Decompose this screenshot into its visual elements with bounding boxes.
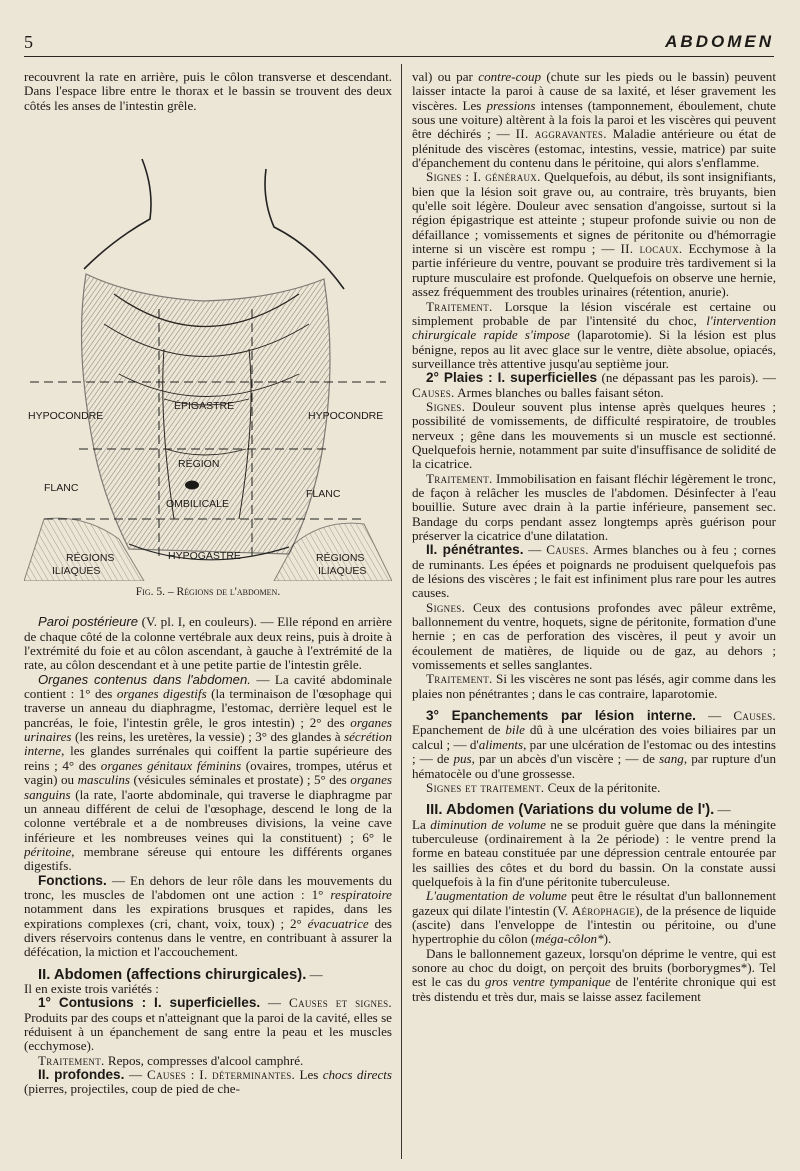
cont-text: val) ou par: [412, 70, 479, 84]
penetrantes-text: —: [523, 542, 547, 558]
organes-text: (les reins, les uretères, la vessie) ; 3° des glandes à: [71, 729, 344, 745]
organes-text: , membrane séreuse qui entoure les différents organes digestifs.: [24, 843, 392, 874]
organes-em: organes digestifs: [116, 686, 207, 702]
paragraph-epanchements: [412, 709, 776, 781]
label-hypogastre: HYPOGASTRE: [168, 550, 241, 563]
paragraph-continued: [412, 70, 776, 170]
paragraph-paroi: [24, 615, 392, 672]
paragraph-penetrantes: [412, 543, 776, 600]
label-ombilicale: OMBILICALE: [166, 498, 230, 511]
paragraph-augmentation: [412, 889, 776, 946]
epanchements-text: , par rupture d'un hématocèle ou d'une grossesse.: [412, 751, 776, 781]
paragraph-organes: [24, 673, 392, 874]
label-hypocondre-left: HYPOCONDRE: [28, 410, 104, 423]
contusions-head: 1° Contusions : I. superficielles.: [38, 995, 261, 1011]
organes-text: , les glandes surrénales qui coiffent la partie supérieure des reins ; 4° des: [24, 743, 392, 773]
signes3-label: Signes.: [426, 599, 466, 615]
paragraph-signes: [412, 170, 776, 299]
traitement1-text: Lorsque la lésion viscérale est certaine ou simplement probable de par l'intensité du choc,: [412, 298, 776, 328]
paragraph-profondes: [24, 1068, 392, 1097]
paragraph-intro: recouvrent la rate en arrière, puis le côlon transverse et descendant. Dans l'espace libre entre le thorax et le bassin se trouvent des deux côtés les anses de l'intestin grêle.: [24, 70, 392, 113]
label-regions-right: RÉGIONS: [316, 552, 365, 565]
penetrantes-causes: Causes.: [546, 542, 589, 558]
section3-text: de l'entérite chronique qui est très distendu et très dur, mais se laisse assez facilement: [412, 974, 776, 1004]
paroi-text: — Elle répond en arrière de chaque côté de la colonne vertébrale aux deux reins, puis à droite à l'extrémité du foie et au côlon ascendant, à gauche à l'extrémité de la rate, au côlon descendant et à une petite partie de l'intestin grêle.: [24, 614, 392, 673]
fonctions-text: notamment dans les expirations brusques et rapides, dans les expirations complexes (cri, chant, voix, toux) ; 2°: [24, 901, 392, 931]
traitement2-text: Immobilisation en faisant fléchir légèrement le tronc, de façon à relâcher les muscles de l'abdomen. Désinfecter à l'eau bouillie. Suture avec drain à la partie inférieure, pansement sec. Bandage du corps pendant assez longtemps après guérison pour préserver la cicatrice d'une dilatation.: [412, 470, 776, 543]
penetrantes-text: Armes blanches ou à feu ; cornes de ruminants. Les épées et poignards ne produisent quelquefois pas de lésions des viscères ; le fait est infiniment plus rare pour les autres causes.: [412, 542, 776, 601]
organes-em: organes sanguins: [24, 772, 392, 802]
cont-em: pressions: [486, 97, 536, 113]
section3-dash: —: [714, 802, 731, 818]
section3-text: ), de la présence de liquide (ascite) dans l'enveloppe de l'intestin ou péritoine, ou d'une hypertrophie du côlon (: [412, 902, 776, 947]
plaies-text: Armes blanches ou balles faisant séton.: [454, 384, 664, 400]
epanchements-text: , par une ulcération de l'estomac ou des intestins ; — de: [412, 736, 776, 767]
traitement3-text: Si les viscères ne sont pas lésés, agir comme dans les plaies non pénétrantes ; dans le cas contraire, laparotomie.: [412, 671, 776, 701]
cont-text: intenses (tamponnement, éboulement, chute sous une voiture) altèrent à la fois la paroi et les viscères qui peuvent être déchirés ; —: [412, 97, 776, 142]
paragraph-signes-4: [412, 781, 776, 795]
fonctions-text: des divers réservoirs contenus dans le ventre, en contribuant à assurer la défécation, la miction et l'accouchement.: [24, 915, 392, 960]
epanchements-causes: Causes.: [733, 708, 776, 724]
signes-text: Ecchymose à la partie inférieure du ventre, pouvant se produire très tardivement si la rupture musculaire est profonde. Quelquefois on observe une hernie, assez fréquemment des troubles urinaires (rétention, anurie).: [412, 241, 776, 300]
traitement2-label: Traitement.: [426, 470, 493, 486]
profondes-text: (pierres, projectiles, coup de pied de che-: [24, 1081, 240, 1097]
traitement3-label: Traitement.: [426, 671, 493, 687]
section3-title: III. Abdomen (Variations du volume de l').: [426, 802, 715, 819]
running-header: [24, 30, 774, 57]
paragraph-diminution: [412, 818, 776, 890]
section2-title: II. Abdomen (affections chirurgicales).: [38, 966, 307, 983]
paragraph-ballonnement: [412, 947, 776, 1004]
penetrantes-head: II. pénétrantes.: [426, 542, 524, 558]
paragraph-fonctions: [24, 874, 392, 960]
paragraph-traitement: [24, 1054, 392, 1068]
plaies-head: 2° Plaies : I. superficielles: [426, 370, 598, 386]
page-number: 5: [24, 32, 33, 52]
section3-em: L'augmentation de volume: [426, 888, 567, 904]
figure-abdomen-regions: [24, 119, 392, 581]
section3-smallcaps: Aérophagie: [571, 902, 636, 918]
cont-em: contre-coup: [478, 70, 542, 84]
epanchements-text: , par un abcès d'un viscère ; — de: [471, 751, 660, 767]
profondes-em: chocs directs: [322, 1067, 392, 1083]
right-column: [412, 70, 776, 1157]
paragraph-signes-2: [412, 400, 776, 472]
profondes-text: Les: [295, 1067, 323, 1083]
paroi-lead: Paroi postérieure: [38, 614, 139, 630]
signes2-label: Signes.: [426, 398, 466, 414]
epanchements-em: pus: [453, 751, 472, 767]
signes-text: Quelquefois, au début, ils sont insignifiants, bien que la lésion soit grave ou, au contraire, très bruyants, bien qu'elle soit légère. Douleur avec sensation d'angoisse, surtout si la région épigastrique est atteinte ; stupeur profonde suivie ou non de défaillance ; vomissements et signes de péritonite ou d'hémorragie interne si un viscère est rompu ; —: [412, 169, 776, 257]
figure-caption: Fig. 5. – Régions de l'abdomen.: [135, 586, 281, 599]
section3-em: diminution de volume: [430, 816, 546, 832]
section3-text: Dans le ballonnement gazeux, lorsqu'on déprime le ventre, qui est sonore au choc du doigt, on perçoit des bruits (borborygmes*). Tel est le cas du: [412, 945, 776, 990]
cont-text: Maladie antérieure ou état de plénitude des viscères (estomac, intestins, vessie, matrice) par suite d'épanchement du contenu dans le péritoine, qui alors s'enflamme.: [412, 126, 776, 171]
section3-em: méga-côlon*: [535, 931, 604, 947]
profondes-causes: — Causes : I. déterminantes.: [124, 1067, 296, 1083]
traitement-label: Traitement.: [38, 1052, 105, 1068]
fonctions-em: respiratoire: [330, 886, 392, 902]
traitement1-label: Traitement.: [426, 298, 493, 314]
signes-locaux: II. locaux.: [620, 241, 683, 257]
label-flanc-right: FLANC: [306, 488, 341, 501]
label-flanc-left: FLANC: [44, 482, 79, 495]
abdomen-illustration: [24, 119, 392, 581]
organes-text: — La cavité abdominale contient : 1° des: [24, 671, 392, 702]
column-divider: [401, 64, 402, 1159]
section3-text: ne se produit guère que dans la méningite tuberculeuse (ordinairement à la 2e période) : le ventre prend la forme en bateau constituée par une dépression centrale entourée par les saillies des côtes et du bord du bassin. On la constate aussi quelquefois à la fin d'une péritonite tuberculeuse.: [412, 816, 776, 889]
traitement-text: Repos, compresses d'alcool camphré.: [104, 1052, 304, 1068]
label-iliaques-left: ILIAQUES: [52, 565, 101, 578]
paragraph-traitement-2: [412, 472, 776, 544]
epanchements-text: Epanchement de: [412, 722, 506, 738]
epanchements-text: dû à une ulcération des voies biliaires par un calcul ; — d': [412, 722, 776, 752]
paroi-ref: (V. pl. I, en couleurs).: [141, 614, 257, 630]
epanchements-em: bile: [505, 722, 525, 738]
plaies-causes: Causes.: [412, 384, 455, 400]
section2-dash: —: [306, 966, 323, 982]
organes-em: péritoine: [24, 843, 72, 859]
epanchements-em: sang: [659, 751, 684, 767]
label-hypocondre-right: HYPOCONDRE: [308, 410, 384, 423]
signes2-text: Douleur souvent plus intense après quelques heures ; possibilité de vomissements, de difficulté respiratoire, de troubles nerveux ; gêne dans les mouvements si un muscle est sectionné. Quelquefois hernie, notamment par suite d'insuffisance de solidité de la cicatrice.: [412, 398, 776, 472]
organes-lead: Organes contenus dans l'abdomen.: [38, 671, 251, 687]
fonctions-lead: Fonctions.: [38, 872, 107, 888]
signes4-text: Ceux de la péritonite.: [544, 779, 661, 795]
organes-text: (ovaires, trompes, utérus et vagin) ou: [24, 757, 392, 788]
fonctions-text: — En dehors de leur rôle dans les mouvements du tronc, les muscles de l'abdomen ont une action : 1°: [24, 872, 392, 902]
section-heading-volume: [412, 803, 776, 817]
profondes-head: II. profondes.: [38, 1067, 125, 1083]
organes-text: (la rate, l'aorte abdominale, qui traverse le diaphragme par un anneau différent de celui de l'œsophage, descend le long de la colonne vertébrale et a de nombreuses divisions, la veine cave inférieure et les nombreuses veines qui la constituent) ; 6° le: [24, 786, 392, 845]
paragraph-traitement-1: [412, 300, 776, 372]
section3-em: gros ventre tympanique: [485, 974, 611, 990]
organes-em: organes urinaires: [24, 714, 392, 745]
section3-text: ).: [603, 931, 612, 947]
organes-em: masculins: [77, 772, 130, 788]
fonctions-em: évacuatrice: [307, 915, 369, 931]
section3-text: La: [412, 816, 431, 832]
traitement1-text: (laparotomie). Si la lésion est plus bénigne, repos au lit avec glace sur le ventre, diète absolue, opiacés, surveillance très attentive jusqu'au septième jour.: [412, 327, 776, 371]
paragraph-plaies: [412, 371, 776, 400]
epanchements-text: —: [695, 708, 734, 724]
paragraph-signes-3: [412, 601, 776, 673]
signes-label: Signes : I. généraux.: [426, 169, 541, 185]
organes-em: organes génitaux féminins: [100, 757, 242, 773]
cont-smallcaps: II. aggravantes.: [515, 126, 607, 142]
paragraph-traitement-3: [412, 672, 776, 701]
epanchements-head: 3° Epanchements par lésion interne.: [426, 708, 696, 724]
label-iliaques-right: ILIAQUES: [318, 565, 367, 578]
contusions-text: Produits par des coups et n'atteignant que la paroi de la cavité, elles se réduisent à un épanchement de sang entre la peau et les muscles (ecchymose).: [24, 1009, 392, 1054]
label-epigastre: ÉPIGASTRE: [174, 400, 235, 413]
signes4-label: Signes et traitement.: [426, 779, 545, 795]
epanchements-em: aliments: [478, 736, 524, 752]
signes3-text: Ceux des contusions profondes avec pâleur extrême, ballonnement du ventre, hoquets, signe de péritonite, formation d'une hernie ; en cas de perforation des viscères, il peut y avoir un écoulement de matières, de liquide ou de gaz, au dehors ; vomissements et selles sanglantes.: [412, 599, 776, 673]
section-heading-affections: [24, 968, 392, 982]
running-title: ABDOMEN: [665, 32, 774, 51]
traitement1-em: l'intervention chirurgicale rapide s'impose: [412, 312, 776, 343]
left-column: [24, 70, 392, 1157]
contusions-causes: — Causes et signes.: [260, 995, 392, 1011]
cont-text: (chute sur les pieds ou le bassin) peuvent laisser intacte la paroi à cause de sa laxité, et léser gravement les viscères. Les: [412, 70, 776, 113]
paragraph-contusions: [24, 996, 392, 1053]
label-region: RÉGION: [178, 458, 220, 471]
section2-intro: Il en existe trois variétés :: [24, 980, 159, 996]
organes-text: (vésicules séminales et prostate) ; 5° des: [129, 772, 351, 788]
label-regions-left: RÉGIONS: [66, 552, 115, 565]
organes-text: (la terminaison de l'œsophage qui traverse un anneau du diaphragme, l'estomac, derrière lequel est le pancréas, le foie, l'intestin grêle, le gros intestin) ; 2° des: [24, 686, 392, 730]
organes-em: sécrétion interne: [24, 729, 392, 759]
plaies-text: (ne dépassant pas les parois). —: [597, 370, 776, 386]
section3-text: peut être le résultat d'un ballonnement gazeux qui dilate l'intestin (V.: [412, 888, 776, 918]
